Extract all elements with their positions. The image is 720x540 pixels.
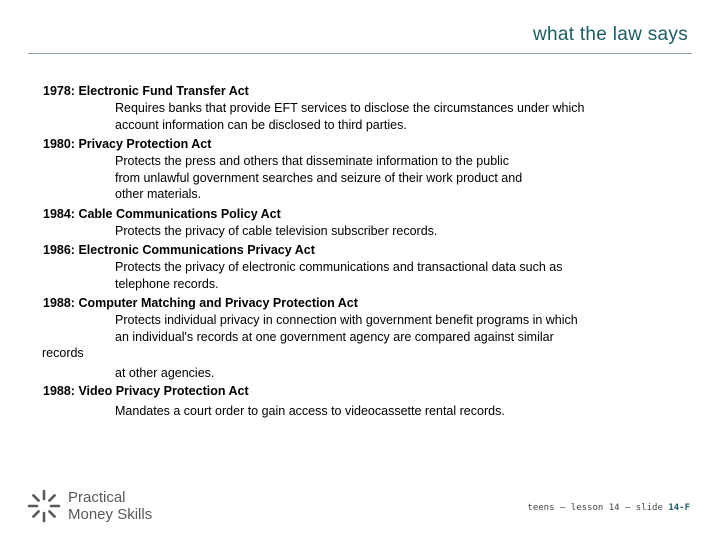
law-item [43, 205, 683, 240]
law-description [115, 100, 683, 133]
slide-footer [527, 503, 690, 513]
law-heading: 1978: Electronic Fund Transfer Act [43, 84, 249, 98]
law-item [43, 241, 683, 292]
description-line: Protects individual privacy in connection with government benefit programs in which [115, 313, 578, 327]
logo-line-1: Practical [68, 489, 126, 506]
logo-text [68, 489, 152, 523]
logo-line-2: Money Skills [68, 506, 153, 523]
footer-text: teens – lesson 14 – slide [527, 503, 663, 513]
slide-title: what the law says [532, 24, 688, 45]
description-line: Protects the privacy of cable television subscriber records. [115, 223, 438, 238]
law-description [115, 223, 683, 240]
description-line: Protects the privacy of electronic communications and transactional data such as [115, 260, 563, 274]
description-line: an individual's records at one government agency are compared against similar [115, 329, 554, 344]
law-description [115, 153, 683, 203]
description-line: account information can be disclosed to third parties. [115, 117, 407, 132]
description-line: Mandates a court order to gain access to videocassette rental records. [115, 404, 505, 418]
law-heading: 1988: Video Privacy Protection Act [43, 384, 249, 398]
starburst-icon [26, 488, 62, 524]
law-item [43, 382, 683, 420]
law-description [115, 259, 683, 292]
description-line: other materials. [115, 187, 202, 201]
law-heading: 1988: Computer Matching and Privacy Protection Act [43, 296, 358, 310]
law-heading: 1986: Electronic Communications Privacy Act [43, 243, 315, 257]
title-divider [28, 53, 692, 54]
description-line: Protects the press and others that disseminate information to the public [115, 154, 509, 168]
description-line: telephone records. [115, 276, 219, 291]
description-tail: at other agencies. [115, 366, 215, 380]
law-description [115, 403, 683, 420]
description-line: Requires banks that provide EFT services to disclose the circumstances under which [115, 101, 585, 115]
law-heading: 1980: Privacy Protection Act [43, 137, 212, 151]
slide-code: 14-F [668, 503, 690, 513]
description-line: from unlawful government searches and seizure of their work product and [115, 170, 523, 185]
law-list [43, 82, 683, 422]
law-heading: 1984: Cable Communications Policy Act [43, 206, 281, 221]
law-item [43, 294, 683, 382]
law-item [43, 82, 683, 133]
law-item [43, 135, 683, 203]
description-orphan-word: records [42, 346, 84, 360]
law-description [115, 312, 683, 345]
practical-money-skills-logo [26, 488, 152, 524]
